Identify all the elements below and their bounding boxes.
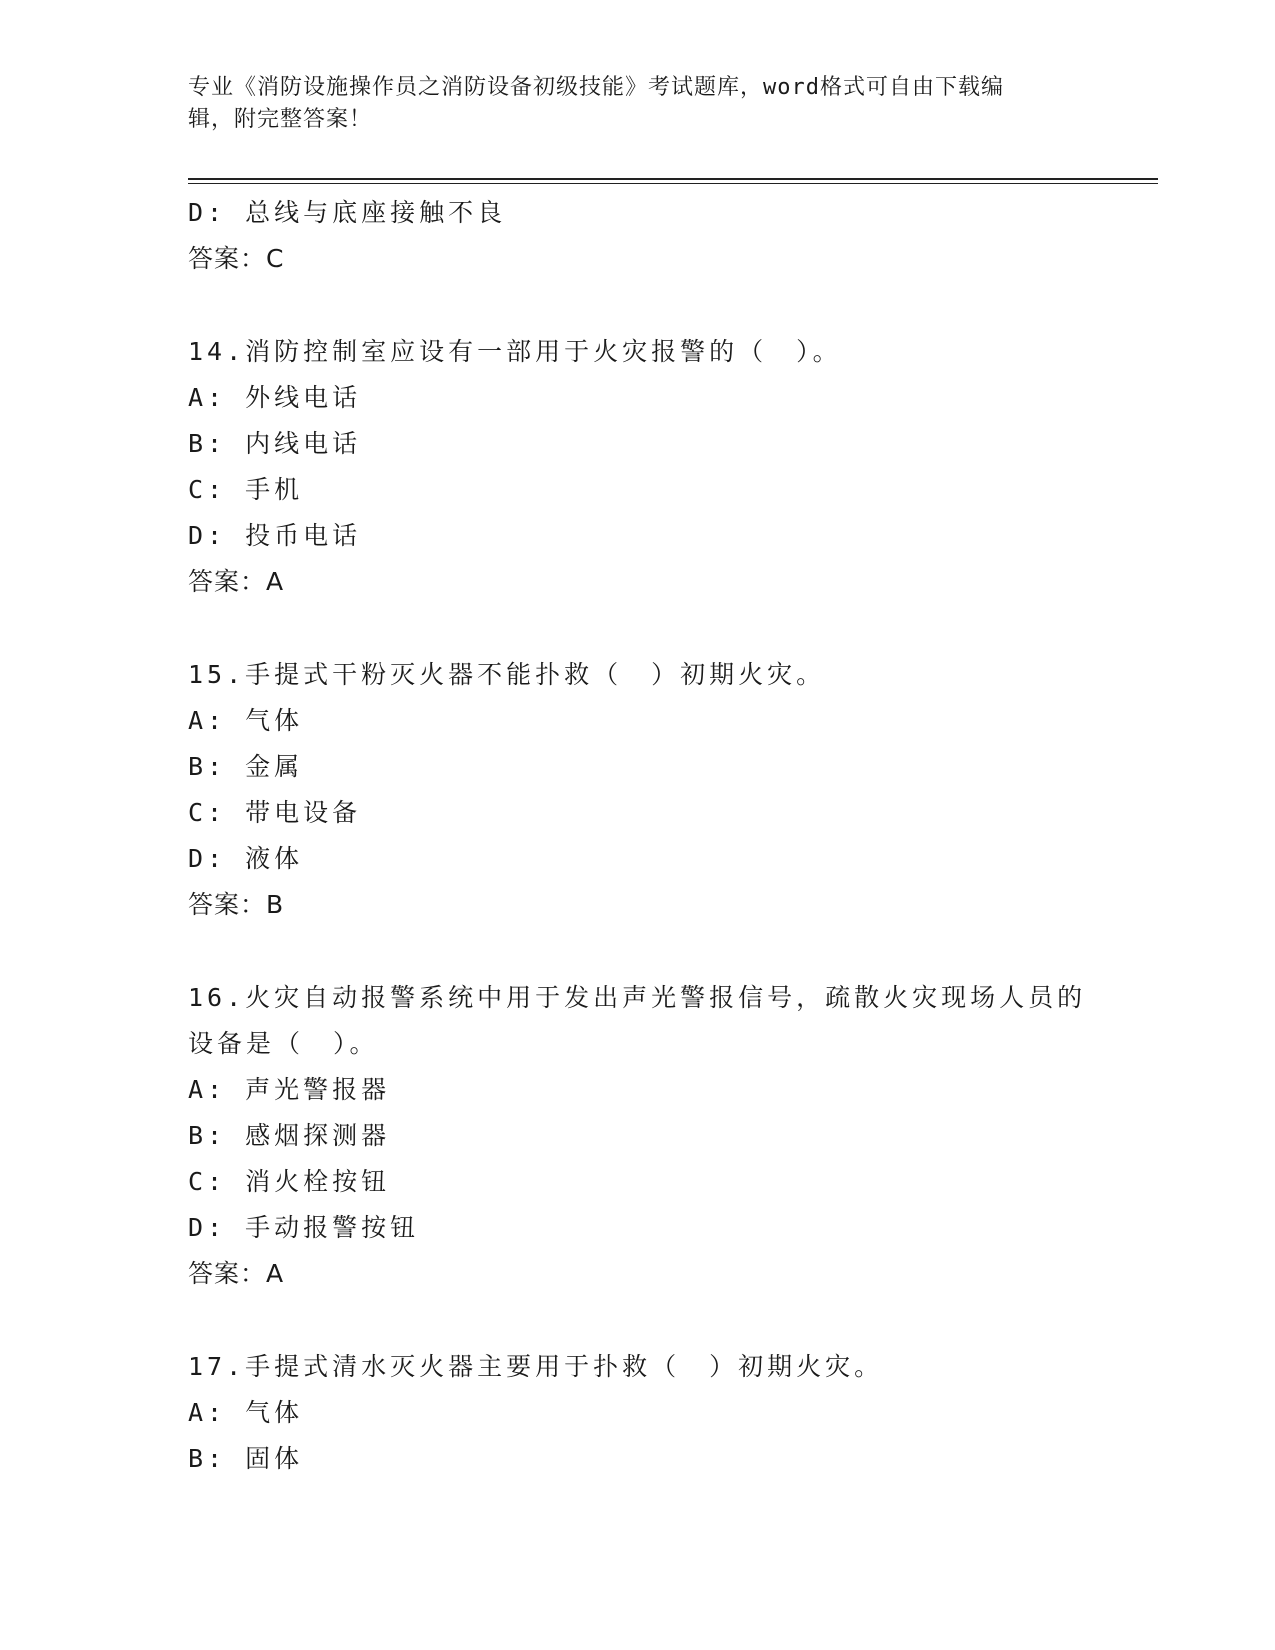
page-header — [188, 72, 1088, 136]
option-c: C: 手机 — [188, 475, 304, 504]
question-stem-line-2: 设备是（ ）。 — [188, 1029, 379, 1058]
option-d: D: 液体 — [188, 844, 304, 873]
option-a: A: 气体 — [188, 1398, 304, 1427]
question-16 — [188, 975, 1088, 1297]
option-c: C: 消火栓按钮 — [188, 1167, 391, 1196]
question-17 — [188, 1344, 1088, 1482]
question-15 — [188, 652, 1088, 928]
option-d: D: 总线与底座接触不良 — [188, 198, 507, 227]
answer-line: 答案：A — [188, 1259, 285, 1288]
header-rule-thick — [188, 178, 1158, 180]
option-b: B: 感烟探测器 — [188, 1121, 391, 1150]
question-stem-line-1: 16.火灾自动报警系统中用于发出声光警报信号，疏散火灾现场人员的 — [188, 983, 1087, 1012]
question-14 — [188, 329, 1088, 605]
header-line-1: 专业《消防设施操作员之消防设备初级技能》考试题库，word格式可自由下载编 — [188, 75, 1004, 100]
answer-line: 答案：C — [188, 244, 285, 273]
question-stem: 15.手提式干粉灭火器不能扑救（ ）初期火灾。 — [188, 660, 826, 689]
spacer — [188, 928, 1088, 975]
question-content — [188, 190, 1088, 1482]
option-b: B: 固体 — [188, 1444, 304, 1473]
option-c: C: 带电设备 — [188, 798, 362, 827]
spacer — [188, 282, 1088, 329]
header-rule-thin — [188, 183, 1158, 184]
option-a: A: 声光警报器 — [188, 1075, 391, 1104]
option-a: A: 气体 — [188, 706, 304, 735]
spacer — [188, 605, 1088, 652]
option-b: B: 金属 — [188, 752, 304, 781]
header-line-2: 辑，附完整答案！ — [188, 107, 373, 132]
spacer — [188, 1297, 1088, 1344]
question-stem: 14.消防控制室应设有一部用于火灾报警的（ ）。 — [188, 337, 842, 366]
option-a: A: 外线电话 — [188, 383, 362, 412]
option-b: B: 内线电话 — [188, 429, 362, 458]
option-d: D: 手动报警按钮 — [188, 1213, 420, 1242]
option-d: D: 投币电话 — [188, 521, 362, 550]
answer-line: 答案：B — [188, 890, 285, 919]
answer-line: 答案：A — [188, 567, 285, 596]
question-stem: 17.手提式清水灭火器主要用于扑救（ ）初期火灾。 — [188, 1352, 884, 1381]
